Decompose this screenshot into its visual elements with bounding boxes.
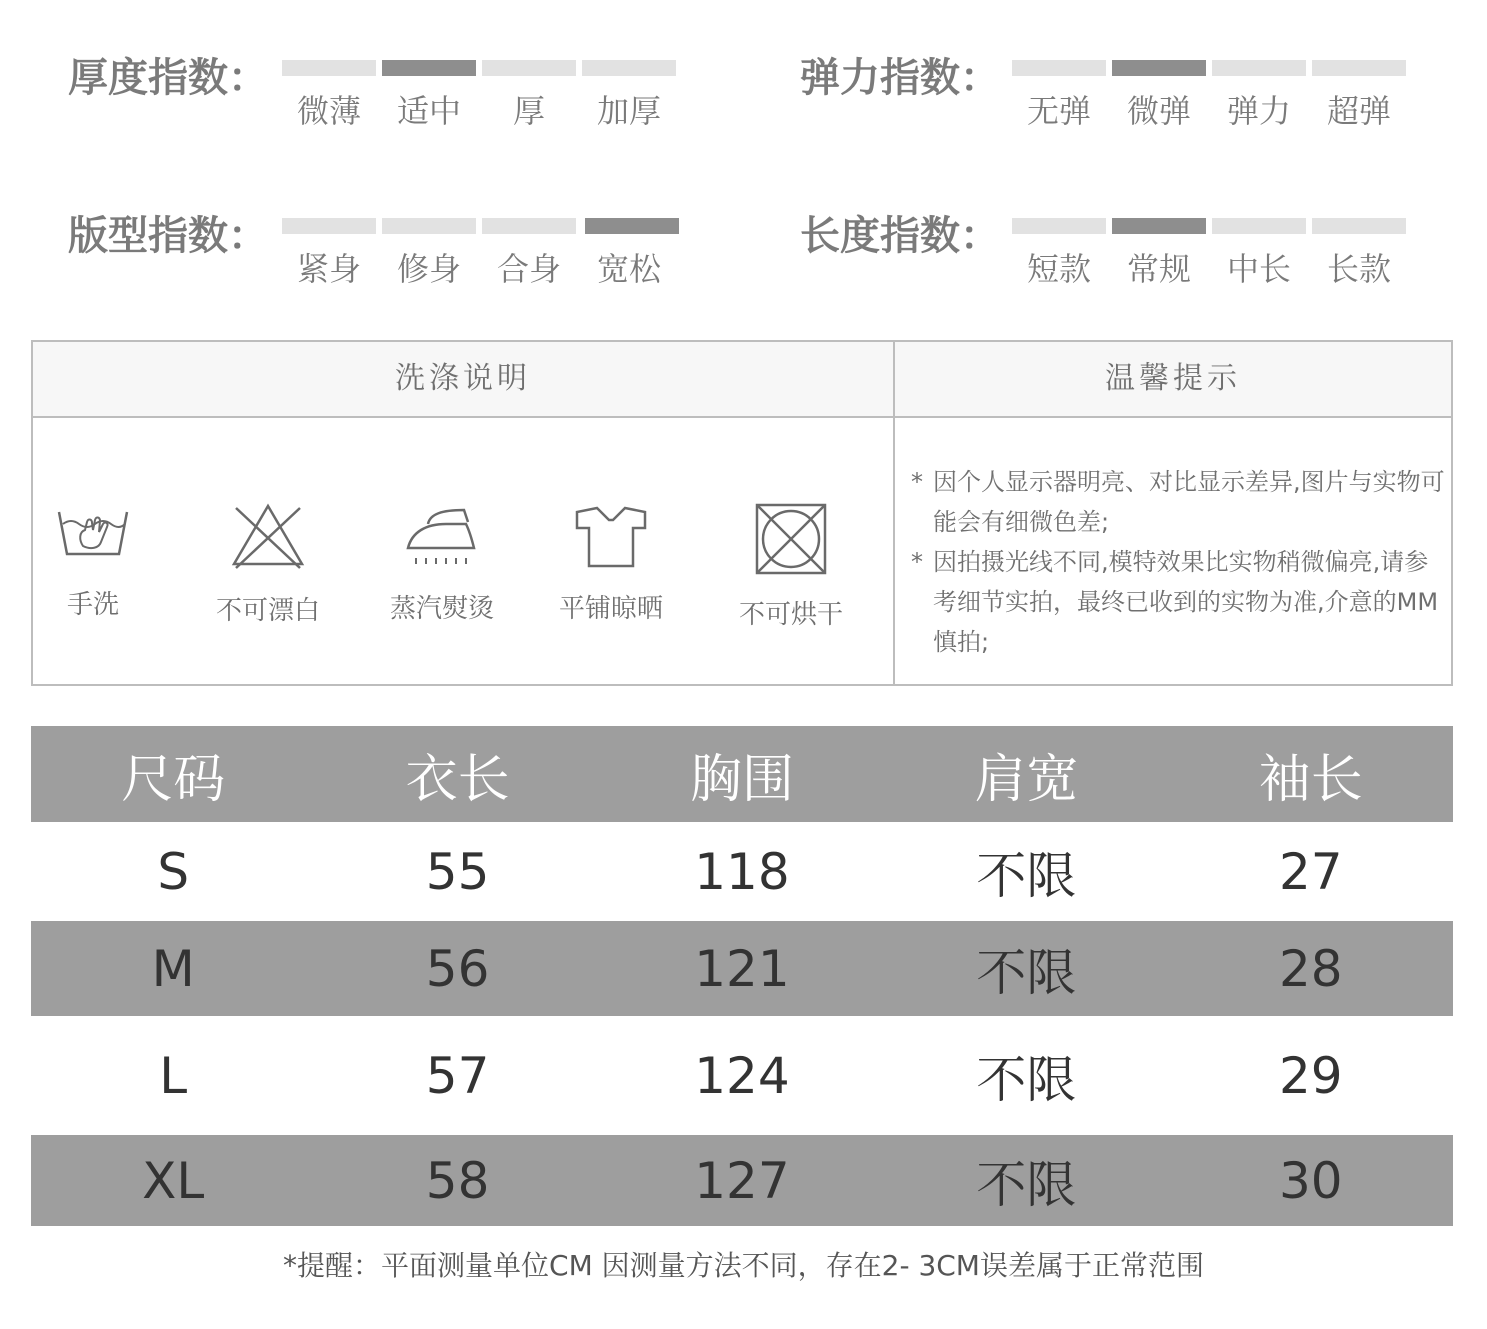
care-item-hand-wash bbox=[18, 502, 168, 621]
care-item-no-bleach bbox=[193, 502, 343, 627]
table-cell: 56 bbox=[315, 921, 599, 1016]
table-cell: 不限 bbox=[884, 1135, 1168, 1226]
index-title: 弹力指数： bbox=[800, 55, 1000, 101]
index-bar bbox=[382, 218, 476, 234]
index-bar bbox=[1312, 60, 1406, 76]
index-bar bbox=[582, 60, 676, 76]
column-header: 尺码 bbox=[31, 726, 315, 822]
tip-text: 因拍摄光线不同,模特效果比实物稍微偏亮,请参考细节实拍，最终已收到的实物为准,介意的MM慎拍; bbox=[933, 548, 1439, 656]
table-cell: 55 bbox=[315, 822, 599, 921]
table-cell: 118 bbox=[600, 822, 884, 921]
table-cell: 不限 bbox=[884, 1016, 1168, 1135]
table-cell: S bbox=[31, 822, 315, 921]
index-option-label: 合身 bbox=[496, 250, 561, 288]
table-cell: 121 bbox=[600, 921, 884, 1016]
divider bbox=[893, 342, 895, 684]
index-option-label: 微弹 bbox=[1126, 92, 1191, 130]
index-bar bbox=[1312, 218, 1406, 234]
table-cell: M bbox=[31, 921, 315, 1016]
care-label: 平铺晾晒 bbox=[558, 594, 663, 624]
index-option-label: 紧身 bbox=[296, 250, 361, 288]
care-item-steam-iron bbox=[367, 502, 517, 625]
table-cell: 29 bbox=[1169, 1016, 1453, 1135]
table-row bbox=[31, 921, 1453, 1016]
index-title: 版型指数： bbox=[68, 213, 268, 259]
index-option-label: 常规 bbox=[1126, 250, 1191, 288]
measurement-note: *提醒：平面测量单位CM 因测量方法不同，存在2- 3CM误差属于正常范围 bbox=[283, 1249, 1204, 1282]
index-bar bbox=[482, 60, 576, 76]
table-cell: 27 bbox=[1169, 822, 1453, 921]
index-option-label: 加厚 bbox=[596, 92, 661, 130]
care-label: 不可烘干 bbox=[738, 600, 843, 630]
column-header: 袖长 bbox=[1169, 726, 1453, 822]
index-option-label: 适中 bbox=[396, 92, 461, 130]
table-header-row bbox=[31, 726, 1453, 822]
divider bbox=[33, 416, 1451, 418]
index-bar bbox=[1012, 218, 1106, 234]
column-header: 衣长 bbox=[315, 726, 599, 822]
table-cell: 58 bbox=[315, 1135, 599, 1226]
table-cell: XL bbox=[31, 1135, 315, 1226]
care-item-no-tumble-dry bbox=[716, 502, 866, 631]
index-bar bbox=[1112, 60, 1206, 76]
column-header: 肩宽 bbox=[884, 726, 1168, 822]
tip-item bbox=[911, 462, 1451, 542]
size-table bbox=[31, 726, 1453, 1226]
tips-header: 温馨提示 bbox=[895, 342, 1451, 416]
index-option-label: 短款 bbox=[1026, 250, 1091, 288]
table-row bbox=[31, 822, 1453, 921]
tips-list bbox=[911, 462, 1451, 662]
table-cell: 124 bbox=[600, 1016, 884, 1135]
no-tumble-dry-icon bbox=[751, 502, 831, 576]
table-cell: 57 bbox=[315, 1016, 599, 1135]
tip-item bbox=[911, 542, 1451, 662]
index-bar bbox=[1112, 218, 1206, 234]
hand-wash-icon bbox=[53, 502, 133, 566]
index-option-label: 长款 bbox=[1326, 250, 1391, 288]
index-option-label: 弹力 bbox=[1226, 92, 1291, 130]
table-cell: 28 bbox=[1169, 921, 1453, 1016]
table-cell: 不限 bbox=[884, 921, 1168, 1016]
care-label: 不可漂白 bbox=[215, 596, 320, 626]
table-cell: 30 bbox=[1169, 1135, 1453, 1226]
index-title: 厚度指数： bbox=[68, 55, 268, 101]
index-option-label: 修身 bbox=[396, 250, 461, 288]
index-bar bbox=[382, 60, 476, 76]
table-cell: 不限 bbox=[884, 822, 1168, 921]
table-row bbox=[31, 1135, 1453, 1226]
tip-bullet: * bbox=[911, 468, 923, 496]
care-header: 洗涤说明 bbox=[33, 342, 893, 416]
steam-iron-icon bbox=[402, 502, 482, 570]
column-header: 胸围 bbox=[600, 726, 884, 822]
index-bar bbox=[282, 60, 376, 76]
care-panel bbox=[31, 340, 1453, 686]
index-option-label: 无弹 bbox=[1026, 92, 1091, 130]
care-item-dry-flat bbox=[536, 502, 686, 625]
index-option-label: 微薄 bbox=[296, 92, 361, 130]
index-option-label: 超弹 bbox=[1326, 92, 1391, 130]
tip-text: 因个人显示器明亮、对比显示差异,图片与实物可能会有细微色差; bbox=[933, 468, 1445, 536]
index-bar bbox=[482, 218, 576, 234]
table-row bbox=[31, 1016, 1453, 1135]
index-title: 长度指数： bbox=[800, 213, 1000, 259]
dry-flat-icon bbox=[571, 502, 651, 570]
index-option-label: 中长 bbox=[1226, 250, 1291, 288]
index-bar bbox=[1012, 60, 1106, 76]
no-bleach-icon bbox=[228, 502, 308, 572]
index-bar bbox=[1212, 60, 1306, 76]
index-bar bbox=[1212, 218, 1306, 234]
care-label: 蒸汽熨烫 bbox=[389, 594, 494, 624]
table-cell: L bbox=[31, 1016, 315, 1135]
index-option-label: 厚 bbox=[512, 92, 545, 130]
index-option-label: 宽松 bbox=[596, 250, 661, 288]
index-bar bbox=[282, 218, 376, 234]
index-bar bbox=[585, 218, 679, 234]
tip-bullet: * bbox=[911, 548, 923, 576]
care-label: 手洗 bbox=[66, 590, 119, 620]
table-cell: 127 bbox=[600, 1135, 884, 1226]
